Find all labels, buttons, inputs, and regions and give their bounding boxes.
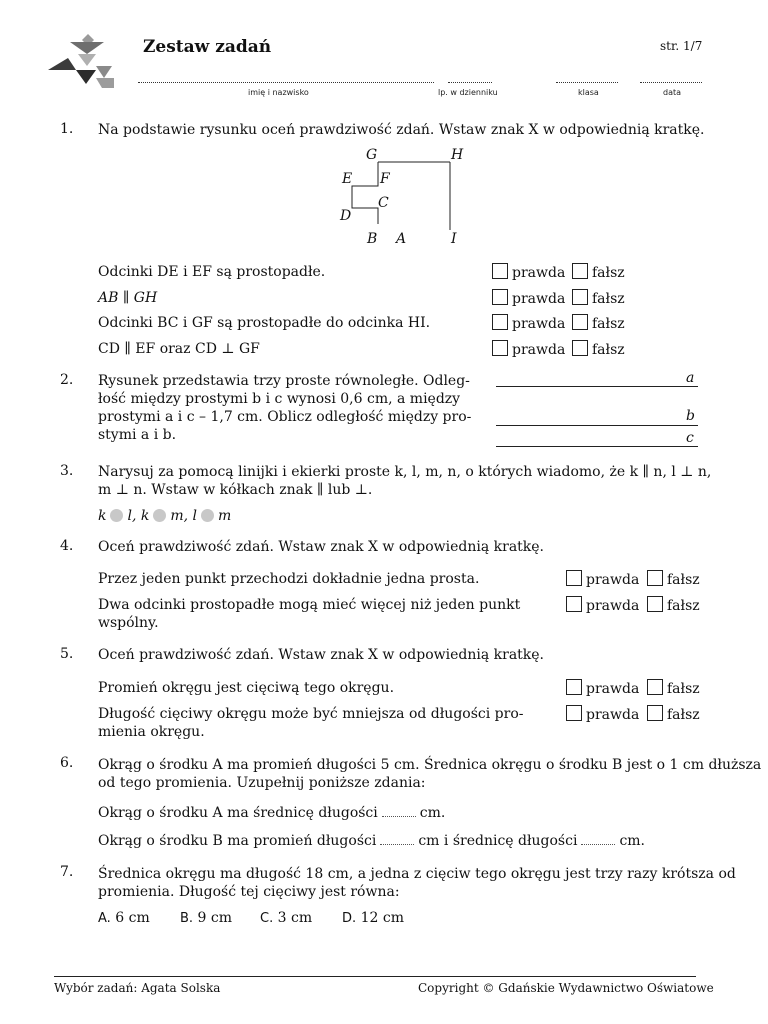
task6-line-1: Okrąg o środku A ma promień długości 5 cm. Średnica okręgu o środku B jest o 1 cm dłuższa	[98, 757, 762, 773]
point-label-a: A	[396, 231, 407, 247]
task-number: 5.	[60, 646, 74, 662]
task1-row-3: Odcinki BC i GF są prostopadłe do odcinka HI.	[98, 315, 431, 331]
footer-divider	[54, 976, 696, 977]
false-label: fałsz	[667, 572, 700, 588]
option-letter: D.	[342, 911, 357, 926]
task4-row-2b: wspólny.	[98, 615, 159, 631]
task2-line-4: stymi a i b.	[98, 427, 177, 443]
answer-blank[interactable]	[382, 806, 416, 817]
answer-option-d[interactable]	[342, 909, 404, 928]
option-value: 6 cm	[115, 910, 150, 926]
relation-right: l,	[127, 508, 137, 524]
task2-line-1: Rysunek przedstawia trzy proste równoległe. Odleg-	[98, 373, 470, 389]
false-checkbox[interactable]	[572, 289, 625, 307]
true-label: prawda	[512, 316, 566, 332]
class-field[interactable]	[556, 82, 618, 83]
true-checkbox[interactable]	[566, 705, 639, 723]
point-label-b: B	[367, 231, 378, 247]
task-number: 3.	[60, 463, 74, 479]
option-letter: B.	[180, 911, 194, 926]
number-field[interactable]	[448, 82, 492, 83]
true-checkbox[interactable]	[492, 289, 565, 307]
task4-instruction: Oceń prawdziwość zdań. Wstaw znak X w odpowiednią kratkę.	[98, 539, 545, 555]
class-label: klasa	[578, 88, 599, 97]
answer-option-c[interactable]	[260, 909, 312, 928]
false-label: fałsz	[667, 707, 700, 723]
task6-sentence-2	[98, 832, 645, 851]
true-checkbox[interactable]	[566, 570, 639, 588]
answer-blank[interactable]	[581, 834, 615, 845]
false-label: fałsz	[592, 291, 625, 307]
false-checkbox[interactable]	[647, 705, 700, 723]
point-label-g: G	[366, 147, 378, 163]
task5-row-2b: mienia okręgu.	[98, 724, 205, 740]
task-number: 2.	[60, 372, 74, 388]
task7-line-2: promienia. Długość tej cięciwy jest równa:	[98, 884, 400, 900]
task1-row-4: CD ∥ EF oraz CD ⊥ GF	[98, 341, 260, 357]
relation-circle[interactable]	[153, 509, 166, 522]
logo	[48, 34, 114, 88]
line-a-label: a	[686, 370, 695, 386]
task1-figure	[330, 144, 480, 248]
footer-author: Wybór zadań: Agata Solska	[54, 981, 221, 995]
false-label: fałsz	[592, 316, 625, 332]
true-label: prawda	[512, 291, 566, 307]
point-label-e: E	[342, 171, 353, 187]
true-checkbox[interactable]	[566, 679, 639, 697]
relation-right: m	[218, 508, 232, 524]
answer-option-a[interactable]	[98, 909, 150, 928]
task1-instruction: Na podstawie rysunku oceń prawdziwość zdań. Wstaw znak X w odpowiednią kratkę.	[98, 122, 705, 138]
answer-blank[interactable]	[380, 834, 414, 845]
option-value: 12 cm	[360, 910, 404, 926]
point-label-d: D	[340, 208, 352, 224]
sentence-text: cm i średnicę długości	[418, 833, 578, 849]
task-number: 1.	[60, 121, 74, 137]
name-label: imię i nazwisko	[248, 88, 309, 97]
true-checkbox[interactable]	[492, 314, 565, 332]
relation-circle[interactable]	[110, 509, 123, 522]
sentence-text: Okrąg o środku A ma średnicę długości	[98, 805, 378, 821]
false-checkbox[interactable]	[647, 596, 700, 614]
task2-line-2: łość między prostymi b i c wynosi 0,6 cm, a między	[98, 391, 461, 407]
task1-row-1: Odcinki DE i EF są prostopadłe.	[98, 264, 326, 280]
sentence-text: cm.	[419, 805, 446, 821]
relation-right: m,	[170, 508, 189, 524]
worksheet-title: Zestaw zadań	[143, 37, 272, 57]
option-letter: C.	[260, 911, 274, 926]
point-label-h: H	[451, 147, 464, 163]
task3-line-2: m ⊥ n. Wstaw w kółkach znak ∥ lub ⊥.	[98, 482, 373, 498]
relation-circle[interactable]	[201, 509, 214, 522]
task1-row-2: AB ∥ GH	[98, 290, 158, 306]
option-value: 3 cm	[277, 910, 313, 926]
relation-left: k	[140, 508, 150, 524]
sentence-text: cm.	[619, 833, 646, 849]
false-label: fałsz	[667, 598, 700, 614]
name-field[interactable]	[138, 82, 434, 83]
line-a	[496, 386, 698, 387]
task-number: 7.	[60, 864, 74, 880]
task6-line-2: od tego promienia. Uzupełnij poniższe zdania:	[98, 775, 426, 791]
task5-instruction: Oceń prawdziwość zdań. Wstaw znak X w odpowiednią kratkę.	[98, 647, 545, 663]
task6-sentence-1	[98, 804, 445, 823]
date-field[interactable]	[640, 82, 702, 83]
page-number: str. 1/7	[660, 39, 703, 53]
false-checkbox[interactable]	[647, 679, 700, 697]
task7-line-1: Średnica okręgu ma długość 18 cm, a jedna z cięciw tego okręgu jest trzy razy krótsza od	[98, 866, 736, 882]
task4-row-2a: Dwa odcinki prostopadłe mogą mieć więcej niż jeden punkt	[98, 597, 521, 613]
footer-copyright: Copyright © Gdańskie Wydawnictwo Oświatowe	[418, 981, 714, 995]
task5-row-2a: Długość cięciwy okręgu może być mniejsza od długości pro-	[98, 706, 524, 722]
option-letter: A.	[98, 911, 111, 926]
line-b-label: b	[686, 408, 695, 424]
false-checkbox[interactable]	[572, 340, 625, 358]
point-label-f: F	[380, 171, 390, 187]
true-label: prawda	[586, 681, 640, 697]
date-label: data	[663, 88, 682, 97]
false-checkbox[interactable]	[572, 314, 625, 332]
relation-left: l	[192, 508, 198, 524]
sentence-text: Okrąg o środku B ma promień długości	[98, 833, 377, 849]
true-checkbox[interactable]	[492, 263, 565, 281]
relation-left: k	[98, 508, 107, 524]
task4-row-1: Przez jeden punkt przechodzi dokładnie jedna prosta.	[98, 571, 480, 587]
line-c-label: c	[686, 430, 694, 446]
true-label: prawda	[586, 707, 640, 723]
task-number: 4.	[60, 538, 74, 554]
answer-option-b[interactable]	[180, 909, 232, 928]
point-label-i: I	[451, 231, 457, 247]
true-label: prawda	[512, 265, 566, 281]
false-label: fałsz	[592, 342, 625, 358]
task3-relations	[98, 507, 231, 526]
line-b	[496, 425, 698, 426]
task3-line-1: Narysuj za pomocą linijki i ekierki proste k, l, m, n, o których wiadomo, że k ∥ n, l ⊥ n,	[98, 464, 712, 480]
task-number: 6.	[60, 755, 74, 771]
false-checkbox[interactable]	[647, 570, 700, 588]
task2-line-3: prostymi a i c – 1,7 cm. Oblicz odległość między pro-	[98, 409, 472, 425]
true-label: prawda	[586, 598, 640, 614]
true-checkbox[interactable]	[566, 596, 639, 614]
option-value: 9 cm	[197, 910, 232, 926]
true-checkbox[interactable]	[492, 340, 565, 358]
true-label: prawda	[586, 572, 640, 588]
false-label: fałsz	[667, 681, 700, 697]
number-label: lp. w dzienniku	[438, 88, 498, 97]
true-label: prawda	[512, 342, 566, 358]
line-c	[496, 446, 698, 447]
point-label-c: C	[378, 195, 389, 211]
false-label: fałsz	[592, 265, 625, 281]
task5-row-1: Promień okręgu jest cięciwą tego okręgu.	[98, 680, 395, 696]
false-checkbox[interactable]	[572, 263, 625, 281]
